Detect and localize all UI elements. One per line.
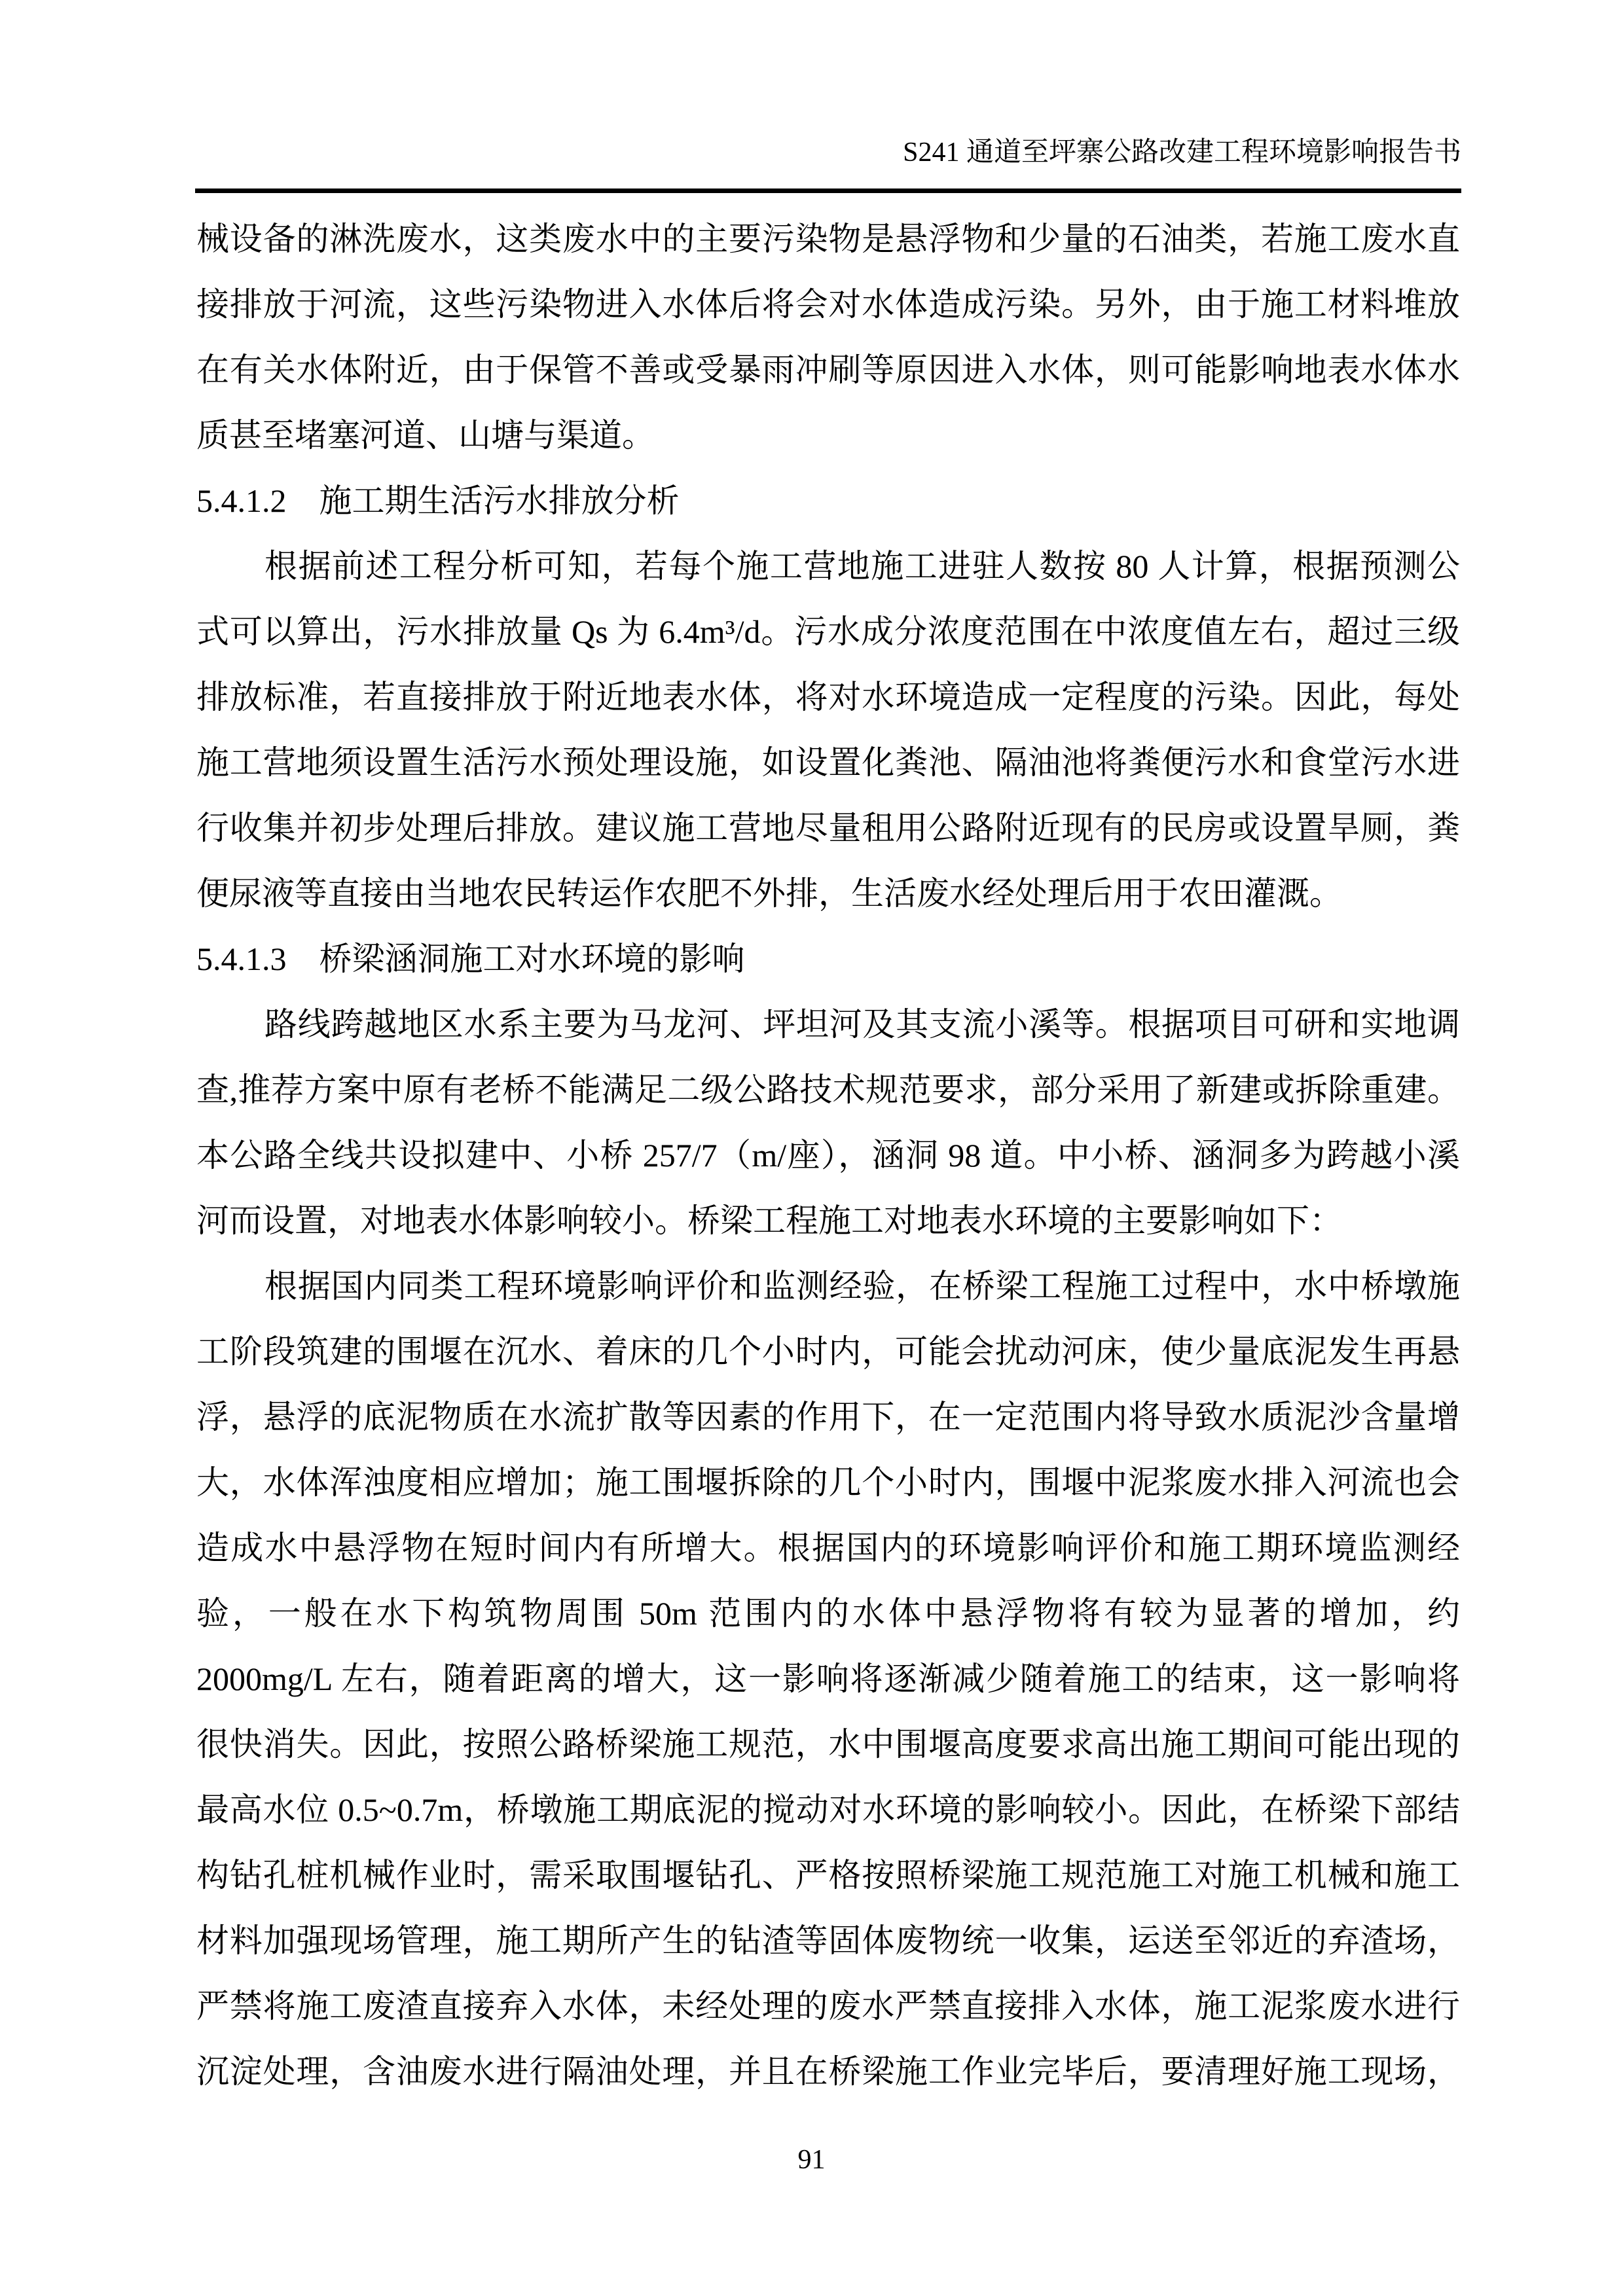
text-line: 工阶段筑建的围堰在沉水、着床的几个小时内，可能会扰动河床，使少量底泥发生再悬 xyxy=(196,1333,1460,1370)
text-line: 行收集并初步处理后排放。建议施工营地尽量租用公路附近现有的民房或设置旱厕，粪 xyxy=(196,810,1460,846)
text-line: 造成水中悬浮物在短时间内有所增大。根据国内的环境影响评价和施工期环境监测经 xyxy=(196,1530,1460,1566)
text-line: 严禁将施工废渣直接弃入水体，未经处理的废水严禁直接排入水体，施工泥浆废水进行 xyxy=(196,1988,1460,2024)
text-line: 本公路全线共设拟建中、小桥 257/7（m/座），涵洞 98 道。中小桥、涵洞多为跨越小溪 xyxy=(196,1137,1460,1174)
text-line: 河而设置，对地表水体影响较小。桥梁工程施工对地表水环境的主要影响如下： xyxy=(196,1202,1342,1239)
text-line: 材料加强现场管理，施工期所产生的钻渣等固体废物统一收集，运送至邻近的弃渣场， xyxy=(196,1922,1460,1959)
text-line: 便尿液等直接由当地农民转运作农肥不外排，生活废水经处理后用于农田灌溉。 xyxy=(196,875,1342,912)
text-line: 查,推荐方案中原有老桥不能满足二级公路技术规范要求，部分采用了新建或拆除重建。 xyxy=(196,1071,1460,1108)
text-line: 沉淀处理，含油废水进行隔油处理，并且在桥梁施工作业完毕后，要清理好施工现场， xyxy=(196,2053,1460,2090)
section-heading: 5.4.1.3 桥梁涵洞施工对水环境的影响 xyxy=(196,941,745,977)
text-line: 式可以算出，污水排放量 Qs 为 6.4m³/d。污水成分浓度范围在中浓度值左右，超过三级 xyxy=(196,613,1460,650)
text-line: 根据国内同类工程环境影响评价和监测经验，在桥梁工程施工过程中，水中桥墩施 xyxy=(264,1268,1460,1304)
text-line: 接排放于河流，这些污染物进入水体后将会对水体造成污染。另外，由于施工材料堆放 xyxy=(196,286,1460,323)
text-line: 在有关水体附近，由于保管不善或受暴雨冲刷等原因进入水体，则可能影响地表水体水 xyxy=(196,351,1460,388)
text-line: 2000mg/L 左右，随着距离的增大，这一影响将逐渐减少随着施工的结束，这一影响将 xyxy=(196,1660,1460,1697)
text-line: 浮，悬浮的底泥物质在水流扩散等因素的作用下，在一定范围内将导致水质泥沙含量增 xyxy=(196,1399,1460,1435)
text-line: 验，一般在水下构筑物周围 50m 范围内的水体中悬浮物将有较为显著的增加，约 xyxy=(196,1595,1460,1632)
text-line: 施工营地须设置生活污水预处理设施，如设置化粪池、隔油池将粪便污水和食堂污水进 xyxy=(196,744,1460,781)
section-heading: 5.4.1.2 施工期生活污水排放分析 xyxy=(196,482,680,519)
text-line: 质甚至堵塞河道、山塘与渠道。 xyxy=(196,417,655,454)
text-line: 很快消失。因此，按照公路桥梁施工规范，水中围堰高度要求高出施工期间可能出现的 xyxy=(196,1726,1460,1763)
body-text xyxy=(196,206,1460,2104)
header-rule xyxy=(195,188,1461,193)
text-line: 路线跨越地区水系主要为马龙河、坪坦河及其支流小溪等。根据项目可研和实地调 xyxy=(264,1006,1460,1043)
page-header-title: S241 通道至坪寨公路改建工程环境影响报告书 xyxy=(903,137,1461,168)
text-line: 大，水体浑浊度相应增加；施工围堰拆除的几个小时内，围堰中泥浆废水排入河流也会 xyxy=(196,1464,1460,1501)
text-line: 构钻孔桩机械作业时，需采取围堰钻孔、严格按照桥梁施工规范施工对施工机械和施工 xyxy=(196,1857,1460,1893)
text-line: 械设备的淋洗废水，这类废水中的主要污染物是悬浮物和少量的石油类，若施工废水直 xyxy=(196,221,1460,257)
text-line: 排放标准，若直接排放于附近地表水体，将对水环境造成一定程度的污染。因此，每处 xyxy=(196,679,1460,715)
page-number: 91 xyxy=(797,2145,826,2175)
text-line: 根据前述工程分析可知，若每个施工营地施工进驻人数按 80 人计算，根据预测公 xyxy=(264,548,1460,584)
text-line: 最高水位 0.5~0.7m，桥墩施工期底泥的搅动对水环境的影响较小。因此，在桥梁下部结 xyxy=(196,1791,1460,1828)
